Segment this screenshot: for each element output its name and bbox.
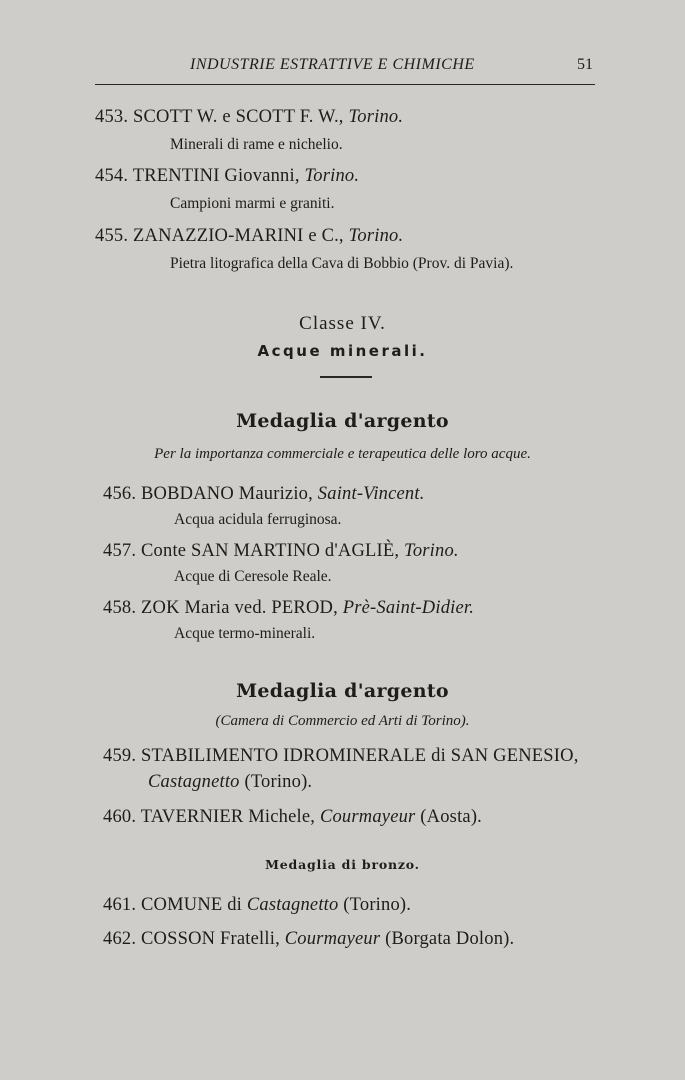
entry-459-line2	[148, 772, 312, 793]
class-title: Classe IV.	[299, 313, 386, 334]
entry-number: 459.	[103, 746, 137, 766]
entry-number: 455.	[95, 226, 129, 246]
entry-name: COMUNE di	[141, 895, 243, 915]
entry-name: ZOK Maria ved. PEROD,	[141, 598, 338, 618]
section-divider	[320, 376, 372, 378]
entry-455-desc: Pietra litografica della Cava di Bobbio (Prov. di Pavia).	[170, 255, 514, 272]
medal-title-silver: Medaglia d'argento	[236, 410, 449, 432]
entry-461	[103, 895, 411, 916]
entry-458-desc: Acque termo-minerali.	[174, 625, 316, 642]
entry-province: (Borgata Dolon).	[385, 929, 515, 949]
medal-motivation: Per la importanza commerciale e terapeutica delle loro acque.	[154, 446, 531, 462]
entry-place: Castagnetto	[148, 772, 240, 792]
entry-458	[103, 598, 474, 619]
entry-number: 457.	[103, 541, 137, 561]
entry-name: TRENTINI Giovanni,	[132, 166, 300, 186]
entry-454-desc: Campioni marmi e graniti.	[170, 195, 335, 212]
class-subtitle: Acque minerali.	[257, 342, 428, 360]
entry-name: SCOTT W. e SCOTT F. W.,	[133, 107, 344, 127]
entry-453-desc: Minerali di rame e nichelio.	[170, 136, 343, 153]
entry-462	[103, 929, 514, 950]
entry-province: (Aosta).	[420, 807, 483, 827]
entry-province: (Torino).	[343, 895, 412, 915]
medal-title-bronze: Medaglia di bronzo.	[265, 857, 420, 872]
entry-place: Castagnetto	[246, 895, 339, 915]
entry-place: Torino.	[404, 541, 459, 561]
entry-place: Prè-Saint-Didier.	[342, 598, 475, 618]
entry-number: 454.	[95, 166, 129, 186]
entry-456	[103, 484, 425, 505]
entry-name: BOBDANO Maurizio,	[141, 484, 313, 504]
entry-number: 461.	[103, 895, 137, 915]
entry-457	[103, 541, 459, 562]
entry-457-desc: Acque di Ceresole Reale.	[174, 568, 332, 585]
entry-456-desc: Acqua acidula ferruginosa.	[174, 511, 342, 528]
entry-name: TAVERNIER Michele,	[140, 807, 316, 827]
entry-place: Courmayeur	[319, 807, 416, 827]
entry-name: COSSON Fratelli,	[141, 929, 280, 949]
running-title: INDUSTRIE ESTRATTIVE E CHIMICHE	[190, 56, 475, 73]
entry-455	[95, 226, 403, 247]
entry-453	[95, 107, 403, 128]
entry-place: Torino.	[348, 226, 404, 246]
entry-459	[103, 746, 579, 767]
entry-name: ZANAZZIO-MARINI e C.,	[133, 226, 344, 246]
entry-number: 456.	[103, 484, 137, 504]
entry-460	[103, 807, 482, 828]
page-number: 51	[577, 56, 593, 73]
medal-motivation-2: (Camera di Commercio ed Arti di Torino).	[215, 713, 470, 729]
entry-number: 460.	[103, 807, 137, 827]
page-header	[95, 54, 595, 85]
entry-place: Torino.	[304, 166, 360, 186]
entry-name: STABILIMENTO IDROMINERALE di SAN GENESIO,	[141, 746, 579, 766]
entry-454	[95, 166, 359, 187]
medal-title-silver-2: Medaglia d'argento	[236, 680, 449, 702]
entry-number: 453.	[95, 107, 129, 127]
entry-place: Saint-Vincent.	[317, 484, 425, 504]
entry-number: 458.	[103, 598, 137, 618]
entry-place: Torino.	[348, 107, 404, 127]
entry-number: 462.	[103, 929, 137, 949]
entry-place: Courmayeur	[284, 929, 381, 949]
entry-province: (Torino).	[244, 772, 313, 792]
entry-name: Conte SAN MARTINO d'AGLIÈ,	[141, 541, 400, 561]
